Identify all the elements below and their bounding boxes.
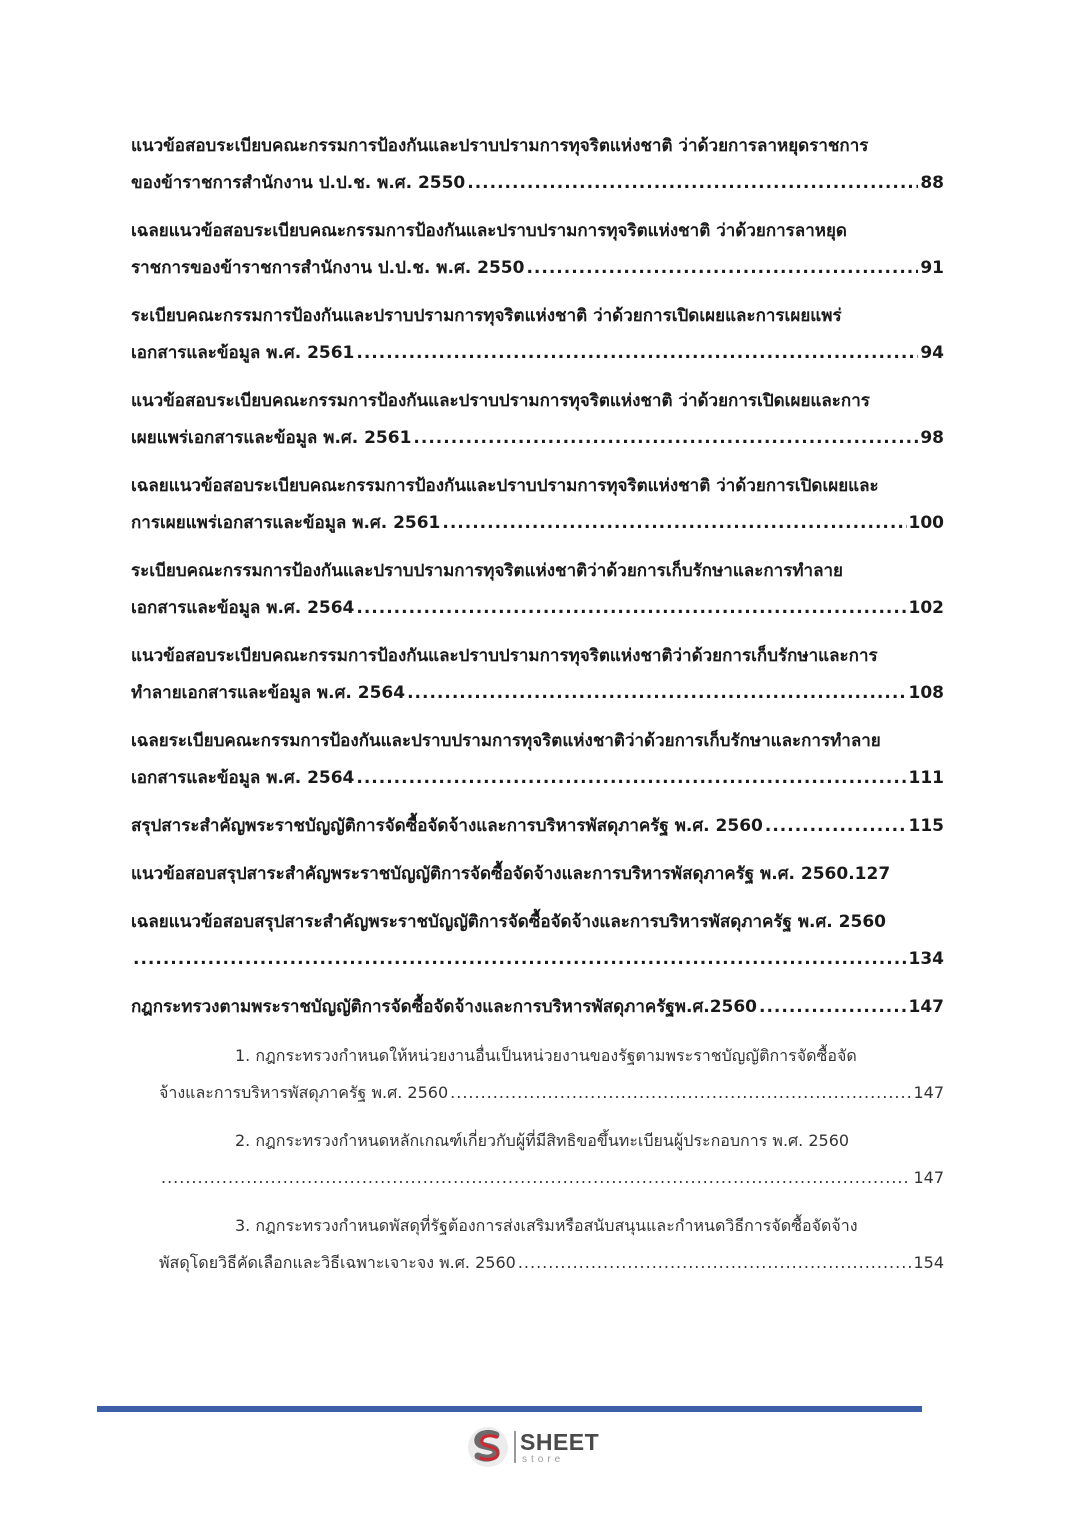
leader-dots [759, 989, 906, 1026]
leader-dots [442, 505, 906, 542]
toc-entry[interactable] [131, 553, 944, 627]
toc-entry-line: 1. กฎกระทรวงกำหนดให้หน่วยงานอื่นเป็นหน่วยงานของรัฐตามพระราชบัญญัติการจัดซื้อจัด [235, 1046, 857, 1065]
toc-entry-line: ระเบียบคณะกรรมการป้องกันและปราบปรามการทุจริตแห่งชาติว่าด้วยการเก็บรักษาและการทำลาย [131, 561, 843, 581]
footer-rule [97, 1406, 922, 1412]
toc-page-number: 94 [920, 343, 944, 363]
toc-entry-line: เฉลยระเบียบคณะกรรมการป้องกันและปราบปรามการทุจริตแห่งชาติว่าด้วยการเก็บรักษาและการทำลาย [131, 731, 881, 751]
toc-entry-line: แนวข้อสอบระเบียบคณะกรรมการป้องกันและปราบปรามการทุจริตแห่งชาติ ว่าด้วยการเปิดเผยและการ [131, 391, 870, 411]
toc-entry[interactable] [131, 298, 944, 372]
toc-entry-title: เอกสารและข้อมูล พ.ศ. 2564 [131, 768, 355, 788]
leader-dots [413, 420, 918, 457]
toc-entry[interactable] [131, 468, 944, 542]
toc-page-number: 91 [920, 258, 944, 278]
toc-page-number: 154 [913, 1253, 944, 1272]
toc-entry[interactable] [131, 128, 944, 202]
toc-entry-title: พัสดุโดยวิธีคัดเลือกและวิธีเฉพาะเจาะจง พ.ศ. 2560 [159, 1253, 516, 1272]
toc-entry[interactable] [131, 723, 944, 797]
toc-entry-line: ระเบียบคณะกรรมการป้องกันและปราบปรามการทุจริตแห่งชาติ ว่าด้วยการเปิดเผยและการเผยแพร่ [131, 306, 842, 326]
toc-page-number: 102 [908, 598, 944, 618]
toc-entry-line: แนวข้อสอบระเบียบคณะกรรมการป้องกันและปราบปรามการทุจริตแห่งชาติ ว่าด้วยการลาหยุดราชการ [131, 136, 869, 156]
toc-page-number: 147 [908, 997, 944, 1017]
logo-separator [514, 1431, 516, 1463]
toc-entry-line: เฉลยแนวข้อสอบระเบียบคณะกรรมการป้องกันและปราบปรามการทุจริตแห่งชาติ ว่าด้วยการลาหยุด [131, 221, 847, 241]
toc-page-number: 115 [908, 816, 944, 836]
toc-sub-entry[interactable] [131, 1037, 944, 1111]
toc-page-number: 100 [908, 513, 944, 533]
toc-entry-title: ของข้าราชการสำนักงาน ป.ป.ช. พ.ศ. 2550 [131, 173, 466, 193]
toc-entry-title: ราชการของข้าราชการสำนักงาน ป.ป.ช. พ.ศ. 2550 [131, 258, 525, 278]
leader-dots [765, 808, 907, 845]
logo-sub-text: store [522, 1454, 565, 1465]
leader-dots [450, 1074, 911, 1111]
logo-brand-text: SHEET [520, 1429, 600, 1455]
toc-sub-entry[interactable] [131, 1207, 944, 1281]
toc-page-number: 134 [908, 949, 944, 969]
toc-entry[interactable] [131, 989, 944, 1026]
toc-entry-title: เผยแพร่เอกสารและข้อมูล พ.ศ. 2561 [131, 428, 412, 448]
toc-entry-title: ทำลายเอกสารและข้อมูล พ.ศ. 2564 [131, 683, 406, 703]
leader-dots [407, 675, 906, 712]
leader-dots [356, 760, 906, 797]
toc-entry-title: แนวข้อสอบสรุปสาระสำคัญพระราชบัญญัติการจัดซื้อจัดจ้างและการบริหารพัสดุภาครัฐ พ.ศ. 2560. [131, 864, 855, 884]
toc-entry-title: สรุปสาระสำคัญพระราชบัญญัติการจัดซื้อจัดจ้างและการบริหารพัสดุภาครัฐ พ.ศ. 2560 [131, 816, 763, 836]
toc-entry[interactable] [131, 383, 944, 457]
toc-page-number: 111 [908, 768, 944, 788]
toc-entry[interactable] [131, 213, 944, 287]
toc-entry-line: เฉลยแนวข้อสอบสรุปสาระสำคัญพระราชบัญญัติการจัดซื้อจัดจ้างและการบริหารพัสดุภาครัฐ พ.ศ. 2560 [131, 912, 886, 932]
toc-page-number: 88 [920, 173, 944, 193]
toc-entry-title: กฎกระทรวงตามพระราชบัญญัติการจัดซื้อจัดจ้างและการบริหารพัสดุภาครัฐพ.ศ.2560 [131, 997, 758, 1017]
leader-dots [133, 941, 907, 978]
toc-page-number: 147 [913, 1083, 944, 1102]
leader-dots [161, 1159, 911, 1196]
toc-sub-entry[interactable] [131, 1122, 944, 1196]
toc-entry[interactable] [131, 856, 944, 893]
leader-dots [526, 250, 918, 287]
sheet-store-logo [466, 1425, 616, 1469]
leader-dots [518, 1244, 912, 1281]
toc-entry-line: 3. กฎกระทรวงกำหนดพัสดุที่รัฐต้องการส่งเสริมหรือสนับสนุนและกำหนดวิธีการจัดซื้อจัดจ้าง [235, 1216, 858, 1235]
toc-entry-line: 2. กฎกระทรวงกำหนดหลักเกณฑ์เกี่ยวกับผู้ที่มีสิทธิขอขึ้นทะเบียนผู้ประกอบการ พ.ศ. 2560 [235, 1131, 850, 1150]
toc-page-number: 127 [854, 864, 891, 884]
sheet-store-logo-icon [466, 1425, 510, 1469]
toc-entry-line: แนวข้อสอบระเบียบคณะกรรมการป้องกันและปราบปรามการทุจริตแห่งชาติว่าด้วยการเก็บรักษาและการ [131, 646, 878, 666]
leader-dots [467, 165, 918, 202]
table-of-contents [131, 128, 944, 1292]
toc-page-number: 108 [908, 683, 944, 703]
toc-entry-line: เฉลยแนวข้อสอบระเบียบคณะกรรมการป้องกันและปราบปรามการทุจริตแห่งชาติ ว่าด้วยการเปิดเผยและ [131, 476, 879, 496]
toc-page-number: 147 [913, 1168, 944, 1187]
leader-dots [356, 590, 906, 627]
leader-dots [356, 335, 918, 372]
toc-entry[interactable] [131, 808, 944, 845]
toc-entry-title: เอกสารและข้อมูล พ.ศ. 2564 [131, 598, 355, 618]
toc-page-number: 98 [920, 428, 944, 448]
toc-entry[interactable] [131, 638, 944, 712]
toc-entry-title: การเผยแพร่เอกสารและข้อมูล พ.ศ. 2561 [131, 513, 441, 533]
toc-entry-title: เอกสารและข้อมูล พ.ศ. 2561 [131, 343, 355, 363]
toc-entry[interactable] [131, 904, 944, 978]
toc-entry-title: จ้างและการบริหารพัสดุภาครัฐ พ.ศ. 2560 [159, 1083, 449, 1102]
